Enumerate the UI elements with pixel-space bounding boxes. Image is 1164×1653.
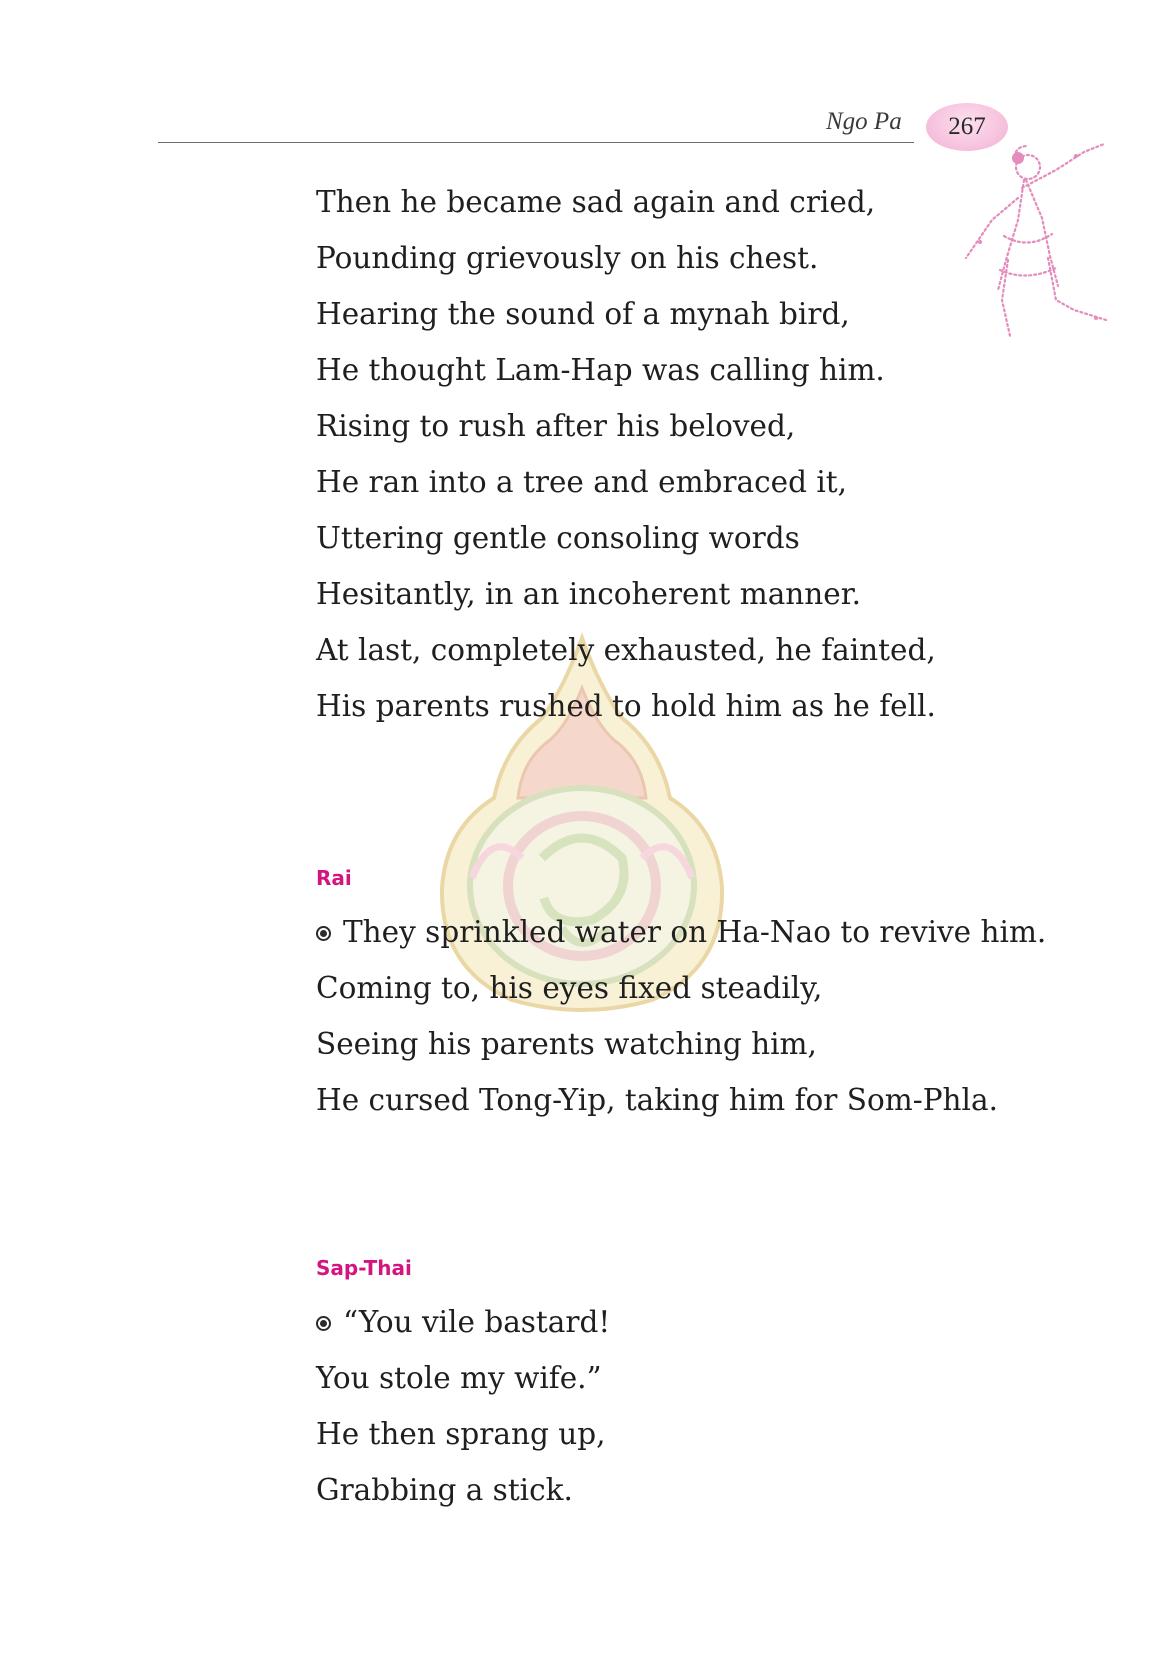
verse-line: He thought Lam-Hap was calling him.	[316, 353, 885, 387]
verse-line: He ran into a tree and embraced it,	[316, 465, 848, 499]
verse-line: Coming to, his eyes fixed steadily,	[316, 971, 823, 1005]
section-label-sap-thai: Sap-Thai	[316, 1256, 412, 1280]
verse-line-text: “You vile bastard!	[343, 1305, 611, 1339]
verse-line-text: They sprinkled water on Ha-Nao to revive him.	[343, 915, 1047, 949]
bullet-icon	[316, 1316, 331, 1331]
verse-line: You stole my wife.”	[316, 1361, 602, 1395]
bullet-icon	[316, 926, 331, 941]
verse-line: Rising to rush after his beloved,	[316, 409, 796, 443]
verse-line-bulleted	[316, 914, 1046, 950]
section-label-rai: Rai	[316, 866, 352, 890]
verse-line: Then he became sad again and cried,	[316, 185, 876, 219]
verse-line: His parents rushed to hold him as he fell.	[316, 689, 936, 723]
dancer-illustration-icon	[956, 140, 1116, 345]
watermark-seal-icon	[432, 628, 732, 1018]
verse-line: At last, completely exhausted, he fainted,	[316, 633, 936, 667]
verse-line: Pounding grievously on his chest.	[316, 241, 819, 275]
verse-line: Uttering gentle consoling words	[316, 521, 800, 555]
verse-line: Hesitantly, in an incoherent manner.	[316, 577, 861, 611]
verse-line: He cursed Tong-Yip, taking him for Som-Phla.	[316, 1083, 998, 1117]
verse-line: Seeing his parents watching him,	[316, 1027, 817, 1061]
verse-line: He then sprang up,	[316, 1417, 606, 1451]
verse-line: Hearing the sound of a mynah bird,	[316, 297, 850, 331]
verse-line-bulleted	[316, 1304, 610, 1340]
verse-line: Grabbing a stick.	[316, 1473, 573, 1507]
running-title: Ngo Pa	[826, 108, 902, 135]
header-rule	[158, 142, 914, 143]
page-number: 267	[948, 113, 986, 140]
